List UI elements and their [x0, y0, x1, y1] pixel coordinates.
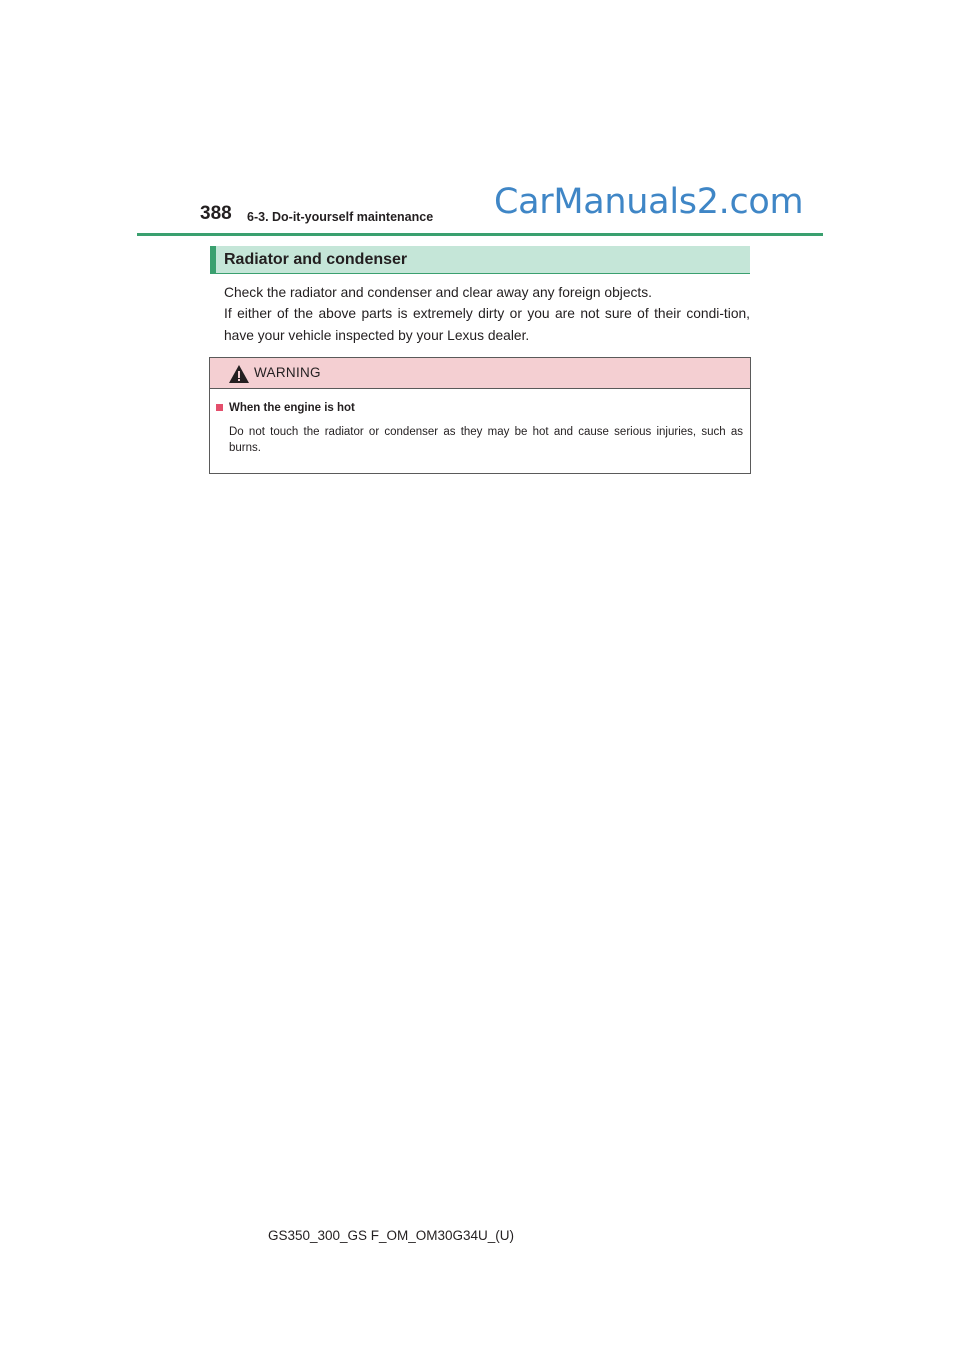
warning-box — [209, 357, 751, 474]
section-heading-bar — [210, 246, 750, 274]
warning-header — [210, 358, 750, 389]
warning-item-title: When the engine is hot — [229, 402, 355, 414]
body-paragraph-2: If either of the above parts is extremely dirty or you are not sure of their condi-tion, have your vehicle inspected by your Lexus dealer. — [224, 306, 750, 343]
header-rule — [137, 233, 823, 236]
warning-item-text: Do not touch the radiator or condenser as they may be hot and cause serious injuries, such as burns. — [229, 426, 743, 454]
section-title: 6-3. Do-it-yourself maintenance — [247, 210, 434, 224]
page-number: 388 — [200, 203, 232, 224]
warning-item-title-row — [216, 402, 355, 414]
warning-triangle-icon — [228, 364, 250, 384]
heading-accent-bar — [210, 246, 216, 274]
footer-code: GS350_300_GS F_OM_OM30G34U_(U) — [267, 1228, 515, 1243]
body-paragraph-1: Check the radiator and condenser and clear away any foreign objects. — [224, 285, 652, 300]
warning-label: WARNING — [254, 365, 321, 380]
section-heading: Radiator and condenser — [224, 251, 408, 268]
heading-underline — [210, 273, 750, 275]
square-bullet-icon — [216, 404, 223, 411]
footer — [0, 1228, 960, 1243]
watermark-text: CarManuals2.com — [494, 182, 804, 222]
